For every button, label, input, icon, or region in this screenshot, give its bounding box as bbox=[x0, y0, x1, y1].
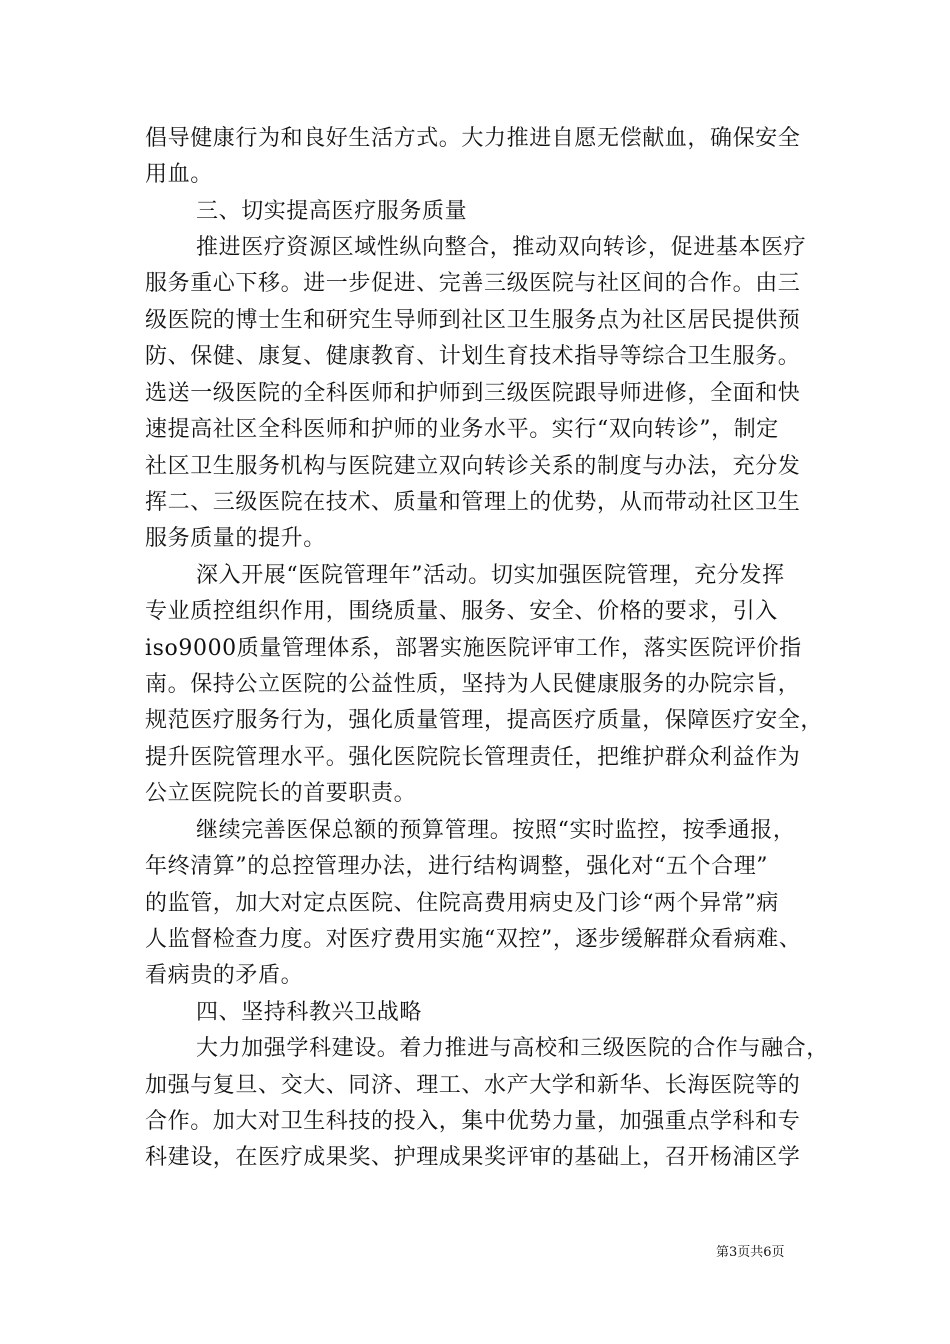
paragraph-first-line: 继续完善医保总额的预算管理。按照“实时监控，按季通报， bbox=[196, 818, 796, 843]
text-line: 防、保健、康复、健康教育、计划生育技术指导等综合卫生服务。 bbox=[145, 344, 801, 369]
text-line: 的监管，加大对定点医院、住院高费用病史及门诊“两个异常”病 bbox=[145, 891, 779, 916]
text-line: 人监督检查力度。对医疗费用实施“双控”，逐步缓解群众看病难、 bbox=[145, 927, 802, 952]
text-line: 服务质量的提升。 bbox=[145, 526, 326, 551]
text-line: 科建设，在医疗成果奖、护理成果奖评审的基础上，召开杨浦区学 bbox=[145, 1145, 801, 1170]
text-line: 服务重心下移。进一步促进、完善三级医院与社区间的合作。由三 bbox=[145, 271, 801, 296]
text-line: 选送一级医院的全科医师和护师到三级医院跟导师进修，全面和快 bbox=[145, 381, 801, 406]
text-line: 合作。加大对卫生科技的投入，集中优势力量，加强重点学科和专 bbox=[145, 1109, 801, 1134]
text-line: 专业质控组织作用，围绕质量、服务、安全、价格的要求，引入 bbox=[145, 599, 778, 624]
text-line: 用血。 bbox=[145, 162, 213, 187]
text-line: 年终清算”的总控管理办法，进行结构调整，强化对“五个合理” bbox=[145, 854, 769, 879]
text-line: 倡导健康行为和良好生活方式。大力推进自愿无偿献血，确保安全 bbox=[145, 126, 801, 151]
text-line: iso9000质量管理体系，部署实施医院评审工作，落实医院评价指 bbox=[145, 636, 802, 661]
text-line: 社区卫生服务机构与医院建立双向转诊关系的制度与办法，充分发 bbox=[145, 454, 801, 479]
text-line: 规范医疗服务行为，强化质量管理，提高医疗质量，保障医疗安全， bbox=[145, 708, 824, 733]
section-heading: 三、切实提高医疗服务质量 bbox=[196, 199, 468, 224]
text-line: 公立医院院长的首要职责。 bbox=[145, 781, 417, 806]
text-line: 速提高社区全科医师和护师的业务水平。实行“双向转诊”，制定 bbox=[145, 417, 779, 442]
text-line: 级医院的博士生和研究生导师到社区卫生服务点为社区居民提供预 bbox=[145, 308, 801, 333]
text-line: 加强与复旦、交大、同济、理工、水产大学和新华、长海医院等的 bbox=[145, 1073, 801, 1098]
paragraph-first-line: 推进医疗资源区域性纵向整合，推动双向转诊，促进基本医疗 bbox=[196, 235, 807, 260]
text-line: 提升医院管理水平。强化医院院长管理责任，把维护群众利益作为 bbox=[145, 745, 801, 770]
section-heading: 四、坚持科教兴卫战略 bbox=[196, 1000, 423, 1025]
page-number-footer: 第3页共6页 bbox=[716, 1245, 785, 1260]
text-line: 看病贵的矛盾。 bbox=[145, 963, 304, 988]
paragraph-first-line: 大力加强学科建设。着力推进与高校和三级医院的合作与融合， bbox=[196, 1036, 829, 1061]
text-line: 南。保持公立医院的公益性质，坚持为人民健康服务的办院宗旨， bbox=[145, 672, 801, 697]
paragraph-first-line: 深入开展“医院管理年”活动。切实加强医院管理，充分发挥 bbox=[196, 563, 785, 588]
text-line: 挥二、三级医院在技术、质量和管理上的优势，从而带动社区卫生 bbox=[145, 490, 801, 515]
